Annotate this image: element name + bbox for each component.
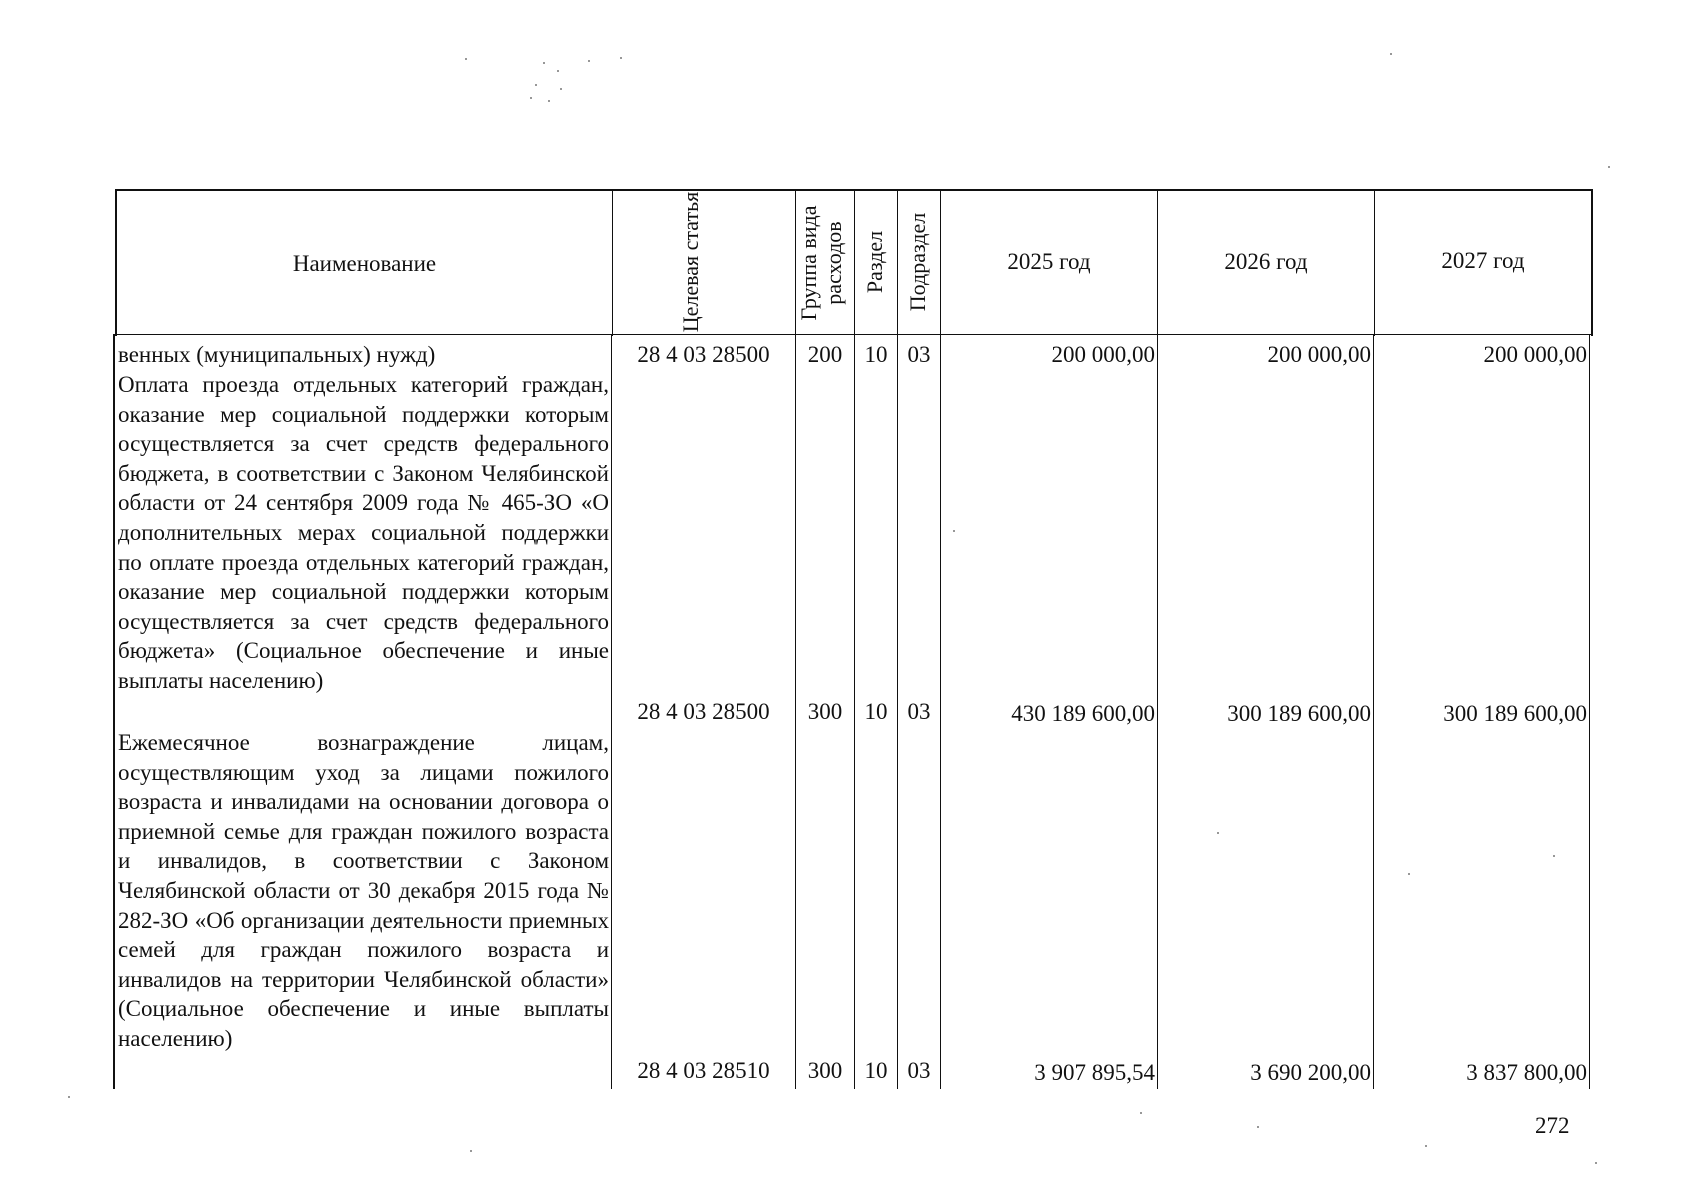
row-section: 10 <box>864 1058 888 1083</box>
row-target: 28 4 03 28500 <box>637 342 770 367</box>
row-2027: 200 000,00 <box>1483 342 1587 367</box>
row-subsection: 03 <box>907 699 931 724</box>
row-section: 10 <box>864 699 888 724</box>
header-2026: 2026 год <box>1224 249 1308 274</box>
row-target: 28 4 03 28500 <box>637 699 770 724</box>
row-group: 200 <box>807 342 843 367</box>
row-name: Оплата проезда отдельных категорий граждан, оказание мер социальной поддержки которым осуществляется за счет средств федерального бюджета, в соответствии с Законом Челябинской области от 24 сентября 2009 года № 465-ЗО «О дополнительных мерах социальной поддержки по оплате проезда отдельных категорий граждан, оказание мер социальной поддержки которым осуществляется за счет средств федерального бюджета» (Социальное обеспечение и иные выплаты населению) <box>118 372 609 693</box>
row-subsection: 03 <box>907 1058 931 1083</box>
row-2026: 200 000,00 <box>1267 342 1371 367</box>
row-2026: 300 189 600,00 <box>1227 701 1371 726</box>
row-2025: 3 907 895,54 <box>1034 1060 1155 1085</box>
row-section: 10 <box>864 342 888 367</box>
row-2026: 3 690 200,00 <box>1250 1060 1371 1085</box>
row-2027: 3 837 800,00 <box>1466 1060 1587 1085</box>
header-2025: 2025 год <box>1007 249 1091 274</box>
row-subsection: 03 <box>907 342 931 367</box>
header-target: Целевая статья <box>678 191 703 333</box>
row-target: 28 4 03 28510 <box>637 1058 770 1083</box>
header-group: Группа вида расходов <box>796 205 846 321</box>
header-section: Раздел <box>862 230 887 294</box>
row-2025: 430 189 600,00 <box>1011 701 1155 726</box>
row-2027: 300 189 600,00 <box>1443 701 1587 726</box>
page-number: 272 <box>1535 1113 1570 1138</box>
header-name: Наименование <box>292 251 437 276</box>
row-name: венных (муниципальных) нужд) <box>118 342 436 367</box>
row-group: 300 <box>807 1058 843 1083</box>
row-name: Ежемесячное вознаграждение лицам, осуществляющим уход за лицами пожилого возраста и инвалидами на основании договора о приемной семье для граждан пожилого возраста и инвалидов, в соответствии с Законом Челябинской области от 30 декабря 2015 года № 282-ЗО «Об организации деятельности приемных семей для граждан пожилого возраста и инвалидов на территории Челябинской области» (Социальное обеспечение и иные выплаты населению) <box>118 730 609 1051</box>
header-subsection: Подраздел <box>905 212 930 312</box>
row-group: 300 <box>807 699 843 724</box>
row-2025: 200 000,00 <box>1051 342 1155 367</box>
header-2027: 2027 год <box>1441 248 1525 273</box>
